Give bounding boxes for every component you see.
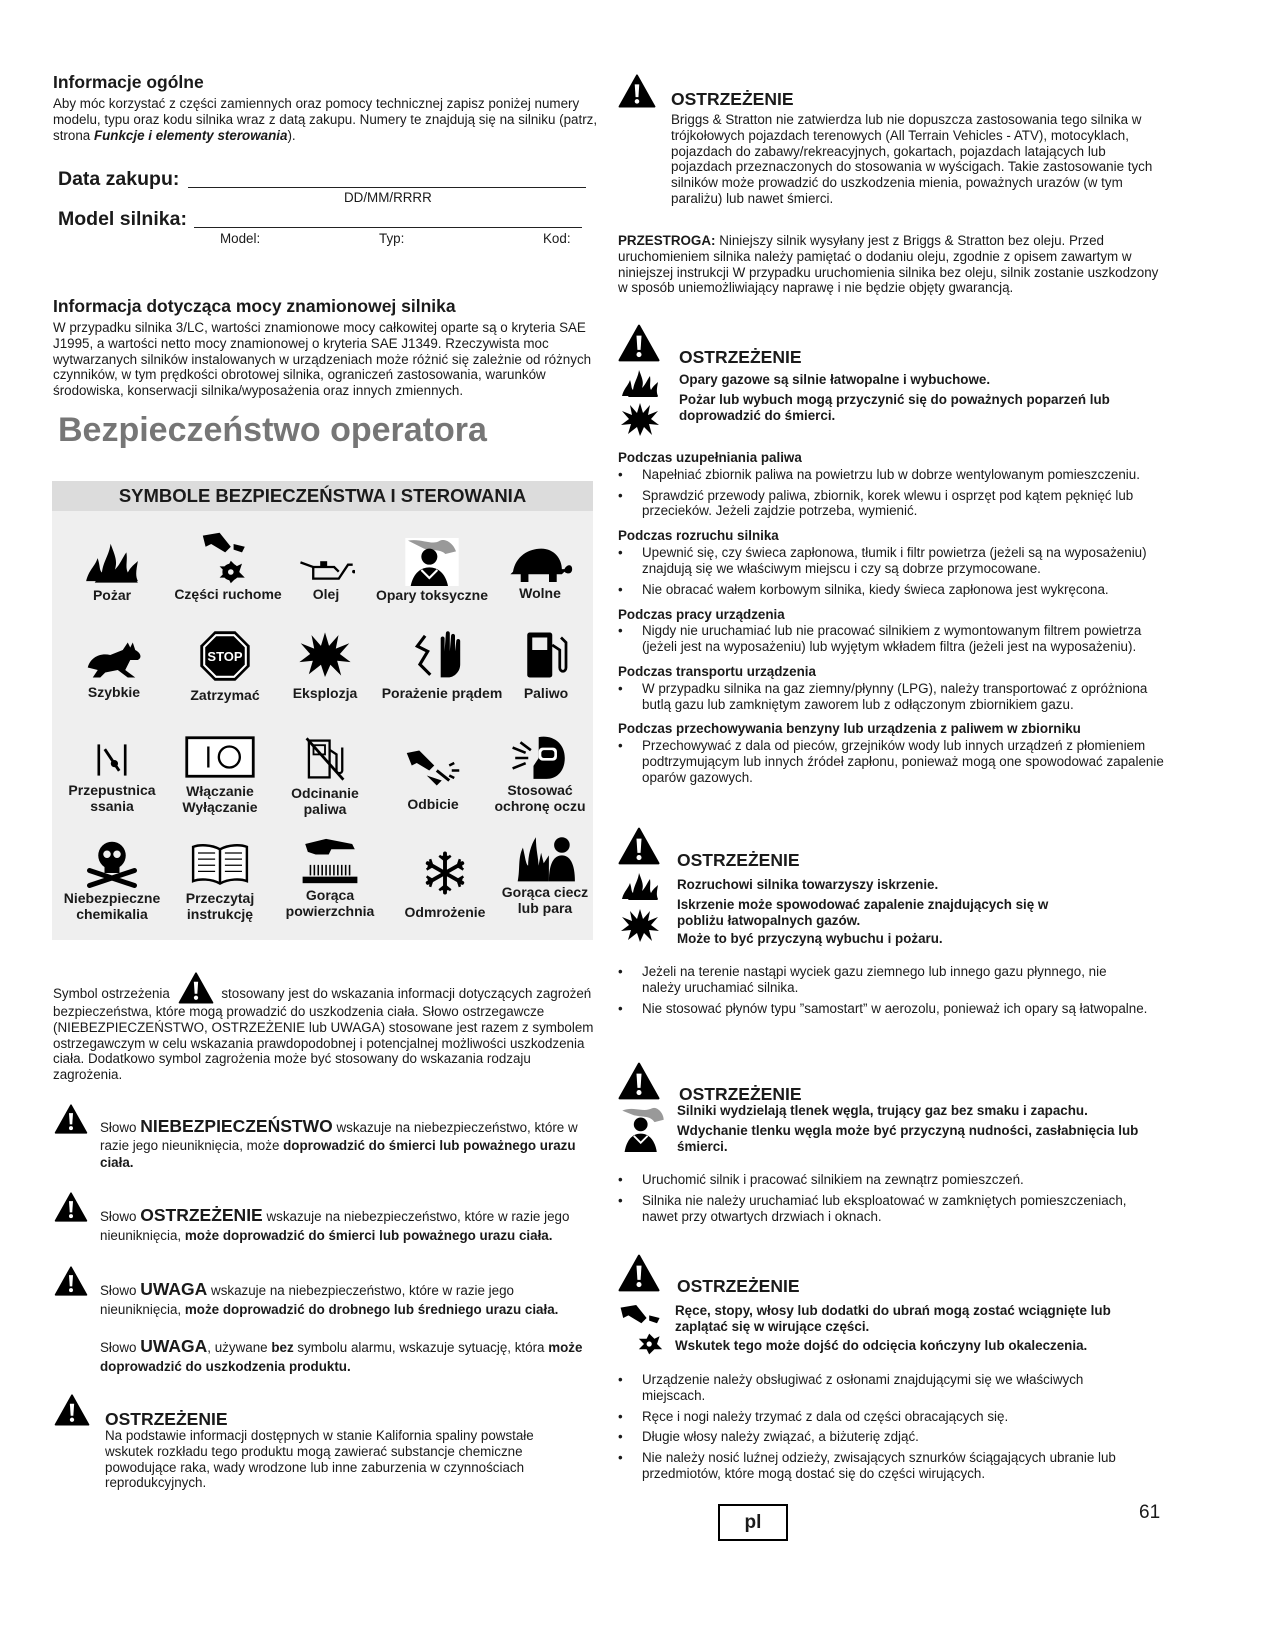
toxic-fumes-icon <box>405 538 459 586</box>
turtle-icon <box>507 546 573 582</box>
power-rating-text: W przypadku silnika 3/LC, wartości znamionowe mocy całkowitej oparte są o kryteria SAE J1995, a wartości netto mocy znamionowej o kryteria SAE J1349. Rzeczywista moc wytwarzanych silników instalowanych w urządzeniach może różnić się zależnie od różnych czynników, w tym prędkości obrotowej silnika, ograniczeń zastosowania, warunków środowiska, konserwacji silnika/wyposażenia oraz innych zmiennych. <box>53 320 592 399</box>
notice-definition: Słowo UWAGA, używane bez symbolu alarmu, wskazuje sytuację, która może doprowadzić do uszkodzenia produktu. <box>100 1336 583 1374</box>
symbol-moving-parts <box>168 530 288 602</box>
symbol-electric-shock <box>378 628 506 701</box>
symbol-label: Stosować ochronę oczu <box>494 782 586 815</box>
symbol-label: Niebezpieczne chemikalia <box>63 890 161 923</box>
list-item: • Nigdy nie uruchamiać lub nie pracować silnikiem z wymontowanym filtrem powietrza (jeżeli jest na wyposażeniu) lub wyjętym wkładem filtra (jeżeli jest na wyposażeniu). <box>618 623 1166 655</box>
symbol-frostbite <box>400 850 490 920</box>
oil-can-icon <box>297 550 355 584</box>
group-heading: Podczas uzupełniania paliwa <box>618 450 802 465</box>
group-heading: Podczas transportu urządzenia <box>618 663 816 679</box>
co-alert-icon <box>618 1062 660 1100</box>
moving-parts-icon <box>618 1302 670 1360</box>
symbol-on-off <box>176 736 264 815</box>
general-info-text: Aby móc korzystać z części zamiennych oraz pomocy technicznej zapisz poniżej numery modelu, typu oraz kodu silnika wraz z datą zakupu. Numery te znajdują się na silniku (patrz, strona Funkcje i elementy sterowania). <box>53 96 598 143</box>
moving-parts-warning-list <box>618 1372 1148 1482</box>
stop-sign-icon <box>199 630 251 682</box>
spark-warning-list <box>618 964 1148 1016</box>
skull-crossbones-icon <box>84 838 140 888</box>
explosion-icon <box>620 400 660 438</box>
spark-warning-line1: Rozruchowi silnika towarzyszy iskrzenie. <box>677 877 939 892</box>
fuel-warning-line1: Opary gazowe są silnie łatwopalne i wybuchowe. <box>679 372 991 387</box>
moving-parts-warning-title: OSTRZEŻENIE <box>677 1276 800 1296</box>
symbol-label: Przepustnica ssania <box>68 782 156 815</box>
list-item: • Napełniać zbiornik paliwa na powietrzu lub w dobrze wentylowanym pomieszczeniu. <box>618 467 1166 483</box>
california-warning-title: OSTRZEŻENIE <box>105 1409 228 1429</box>
list-item: • W przypadku silnika na gaz ziemny/płynny (LPG), należy transportować z opróżniona butlą gazu lub zamkniętym zaworem lub z odłączonym zbiornikiem gazu. <box>618 681 1166 713</box>
fuel-warning-groups <box>618 450 1166 786</box>
eye-protection-icon <box>510 734 570 782</box>
california-warning-text: Na podstawie informacji dostępnych w stanie Kalifornia spaliny powstałe wskutek rozkładu tego produktu mogą zawierać substancje chemiczne powodujące raka, wady wrodzone lub inne zaburzenia w czynnościach reprodukcyjnych. <box>105 1428 534 1491</box>
list-item: • Przechowywać z dala od pieców, grzejników wody lub innych urządzeń z płomieniem podtrzymującym lub innych źródeł zapłonu, ponieważ mogą one spowodować zapalenie oparów gazowych. <box>618 738 1166 785</box>
explosion-icon <box>620 906 660 944</box>
group-heading: Podczas pracy urządzenia <box>618 606 785 622</box>
hot-liquid-icon <box>515 832 575 884</box>
list-item: • Nie należy nosić luźnej odzieży, zwisających sznurków ściągających ubranie lub przedmiotów, które mogą dostać się do części wirujących. <box>618 1450 1148 1482</box>
symbol-label: Paliwo <box>523 685 569 701</box>
list-item: • Nie stosować płynów typu ”samostart” w aerozolu, ponieważ ich opary są łatwopalne. <box>618 1001 1148 1017</box>
symbol-label: Zatrzymać <box>190 687 260 703</box>
danger-definition: Słowo NIEBEZPIECZEŃSTWO wskazuje na niebezpieczeństwo, które w razie jego nieuniknięcia, może doprowadzić do śmierci lub poważnego urazu ciała. <box>100 1116 578 1170</box>
symbol-label: Odcinanie paliwa <box>291 785 359 818</box>
california-alert-icon <box>54 1394 90 1426</box>
moving-parts-icon <box>200 530 256 586</box>
symbol-read-manual <box>176 842 264 922</box>
symbol-label: Odmrożenie <box>404 904 486 920</box>
hot-surface-icon <box>300 836 360 886</box>
symbol-label: Przeczytaj instrukcję <box>185 890 255 923</box>
group-heading: Podczas przechowywania benzyny lub urządzenia z paliwem w zbiorniku <box>618 721 1081 737</box>
choke-icon <box>94 742 130 778</box>
symbol-slow <box>500 546 580 601</box>
symbol-label: Opary toksyczne <box>375 587 489 603</box>
symbol-choke <box>60 742 164 814</box>
moving-parts-warning-line1: Ręce, stopy, włosy lub dodatki do ubrań mogą zostać wciągnięte lub zaplątać się w wirujące części. <box>675 1303 1111 1334</box>
purchase-date-label: Data zakupu: <box>58 168 180 190</box>
alert-intro-text: Symbol ostrzeżenia stosowany jest do wskazania informacji dotyczących zagrożeń bezpieczeństwa, które mogą prowadzić do uszkodzenia ciała. Słowo ostrzegawcze (NIEBEZPIECZEŃSTWO, OSTRZEŻENIE lub UWAGA) stosowane jest razem z symbolem ostrzegawczym w celu wskazania prawdopodobnej i potencjalnej możliwości uszkodzenia ciała. Dodatkowo symbol zagrożenia może być stosowany do wskazania rodzaju zagrożenia. <box>53 986 601 1083</box>
symbol-oil <box>290 550 362 602</box>
symbol-fast <box>74 640 154 700</box>
purchase-date-line[interactable] <box>188 187 586 188</box>
spark-alert-icon <box>618 827 660 865</box>
section-title: Bezpieczeństwo operatora <box>58 411 487 449</box>
symbol-fuel <box>510 630 582 701</box>
svg-text:STOP: STOP <box>207 649 243 665</box>
co-warning-title: OSTRZEŻENIE <box>679 1084 802 1104</box>
fire-icon <box>620 869 660 901</box>
fuel-pump-icon <box>522 630 570 680</box>
model-column-label: Model: <box>220 231 261 246</box>
symbol-label: Części ruchome <box>174 586 282 602</box>
symbol-label: Porażenie prądem <box>381 685 503 701</box>
type-column-label: Typ: <box>379 231 405 246</box>
electric-shock-icon <box>414 628 470 680</box>
co-warning-line1: Silniki wydzielają tlenek węgla, trujący gaz bez smaku i zapachu. <box>677 1103 1088 1118</box>
symbol-hot-surface <box>276 836 384 919</box>
fuel-warning-line2: Pożar lub wybuch mogą przyczynić się do poważnych poparzeń lub doprowadzić do śmierci. <box>679 392 1110 423</box>
symbol-label: Szybkie <box>87 684 141 700</box>
caution-alert-icon <box>54 1266 88 1296</box>
date-format-hint: DD/MM/RRRR <box>344 190 432 205</box>
symbol-label: Pożar <box>92 587 132 603</box>
symbol-label: Gorąca ciecz lub para <box>501 884 589 917</box>
caution-definition: Słowo UWAGA wskazuje na niebezpieczeństwo, które w razie jego nieuniknięcia, może doprowadzić do drobnego lub średniego urazu ciała. <box>100 1279 559 1317</box>
list-item: • Jeżeli na terenie nastąpi wyciek gazu ziemnego lub innego gazu płynnego, nie należy uruchamiać silnika. <box>618 964 1148 996</box>
symbol-label: Włączanie Wyłączanie <box>182 783 258 816</box>
fuel-shutoff-icon <box>303 736 347 782</box>
symbol-label: Olej <box>312 586 340 602</box>
symbol-fire <box>62 538 162 603</box>
spark-warning-title: OSTRZEŻENIE <box>677 850 800 870</box>
oil-notice: PRZESTROGA: Niniejszy silnik wysyłany jest z Briggs & Stratton bez oleju. Przed uruchomieniem silnika należy pamiętać o dodaniu oleju, zgodnie z opisem zawartym w niniejszej instrukcji W przypadku uruchomienia silnika bez oleju, silnik zostanie uszkodzony w sposób uniemożliwiający naprawę i nie będzie objęty gwarancją. <box>618 233 1159 296</box>
safety-alert-icon <box>178 972 214 1004</box>
on-off-icon <box>185 736 255 778</box>
atv-alert-icon <box>618 74 656 108</box>
engine-model-label: Model silnika: <box>58 208 187 230</box>
toxic-fumes-icon <box>620 1104 666 1154</box>
kickback-icon <box>404 748 462 788</box>
symbol-hot-liquid <box>494 832 596 916</box>
symbol-kickback <box>392 748 474 812</box>
symbol-label: Odbicie <box>407 796 459 812</box>
list-item: • Silnika nie należy uruchamiać lub eksploatować w zamkniętych pomieszczeniach, nawet przy otwartych drzwiach i oknach. <box>618 1193 1158 1225</box>
symbol-toxic-fumes <box>372 538 492 603</box>
language-badge: pl <box>718 1504 788 1541</box>
co-warning-line2: Wdychanie tlenku węgla może być przyczyną nudności, zasłabnięcia lub śmierci. <box>677 1123 1139 1154</box>
list-item: • Długie włosy należy związać, a biżuterię zdjąć. <box>618 1429 1148 1445</box>
symbol-chemicals <box>60 838 164 922</box>
list-item: • Nie obracać wałem korbowym silnika, kiedy świeca zapłonowa jest wykręcona. <box>618 582 1166 598</box>
warning-definition: Słowo OSTRZEŻENIE wskazuje na niebezpieczeństwo, które w razie jego nieuniknięcia, może doprowadzić do śmierci lub poważnego urazu ciała. <box>100 1205 570 1243</box>
symbol-label: Eksplozja <box>292 685 358 701</box>
co-warning-list <box>618 1172 1158 1224</box>
symbol-eye-protection <box>490 734 590 814</box>
fire-icon <box>620 366 660 398</box>
engine-model-line[interactable] <box>194 227 582 228</box>
snowflake-icon <box>422 850 468 896</box>
danger-alert-icon <box>54 1104 88 1134</box>
moving-parts-warning-line2: Wskutek tego może dojść do odcięcia kończyny lub okaleczenia. <box>675 1338 1088 1353</box>
rabbit-icon <box>85 640 143 680</box>
list-item: • Sprawdzić przewody paliwa, zbiornik, korek wlewu i osprzęt pod kątem pęknięć lub przecieków. Jeżeli zajdzie potrzeba, wymienić. <box>618 488 1166 520</box>
group-heading: Podczas rozruchu silnika <box>618 528 779 544</box>
moving-parts-alert-icon <box>618 1254 660 1292</box>
general-info-title: Informacje ogólne <box>53 72 204 92</box>
list-item: • Uruchomić silnik i pracować silnikiem na zewnątrz pomieszczeń. <box>618 1172 1158 1188</box>
open-book-icon <box>189 842 251 886</box>
warning-alert-icon <box>54 1192 88 1222</box>
fuel-alert-icon <box>618 324 660 362</box>
symbols-title: SYMBOLE BEZPIECZEŃSTWA I STEROWANIA <box>52 481 593 511</box>
page-number: 61 <box>1139 1502 1161 1523</box>
fire-icon <box>82 538 142 584</box>
symbol-stop <box>180 630 270 703</box>
spark-warning-line3: Może to być przyczyną wybuchu i pożaru. <box>677 931 943 946</box>
list-item: • Ręce i nogi należy trzymać z dala od części obracających się. <box>618 1409 1148 1425</box>
list-item: • Urządzenie należy obsługiwać z osłonami znajdującymi się we właściwych miejscach. <box>618 1372 1148 1404</box>
list-item: • Upewnić się, czy świeca zapłonowa, tłumik i filtr powietrza (jeżeli są na wyposażeniu) znajdują się we właściwym miejscu i czy są dobrze przymocowane. <box>618 545 1166 577</box>
spark-warning-line2: Iskrzenie może spowodować zapalenie znajdujących się w pobliżu łatwopalnych gazów. <box>677 897 1049 928</box>
explosion-icon <box>298 628 352 680</box>
atv-warning-text: Briggs & Stratton nie zatwierdza lub nie dopuszcza zastosowania tego silnika w trójkołowych pojazdach terenowych (All Terrain Vehicles - ATV), motocyklach, pojazdach do zabawy/rekreacyjnych, gokartach, pojazdach latających lub pojazdach przeznaczonych do stosowania w wyścigach. Takie zastosowanie tych silników może prowadzić do uszkodzenia mienia, poważnych urazów (w tym paraliżu) lub nawet śmierci. <box>671 112 1153 207</box>
code-column-label: Kod: <box>543 231 571 246</box>
symbol-fuel-shutoff <box>284 736 366 817</box>
power-rating-title: Informacja dotycząca mocy znamionowej silnika <box>53 296 456 316</box>
symbol-explosion <box>284 628 366 701</box>
atv-warning-title: OSTRZEŻENIE <box>671 89 794 109</box>
fuel-warning-title: OSTRZEŻENIE <box>679 347 802 367</box>
symbol-label: Gorąca powierzchnia <box>285 887 375 920</box>
symbol-label: Wolne <box>519 585 561 601</box>
